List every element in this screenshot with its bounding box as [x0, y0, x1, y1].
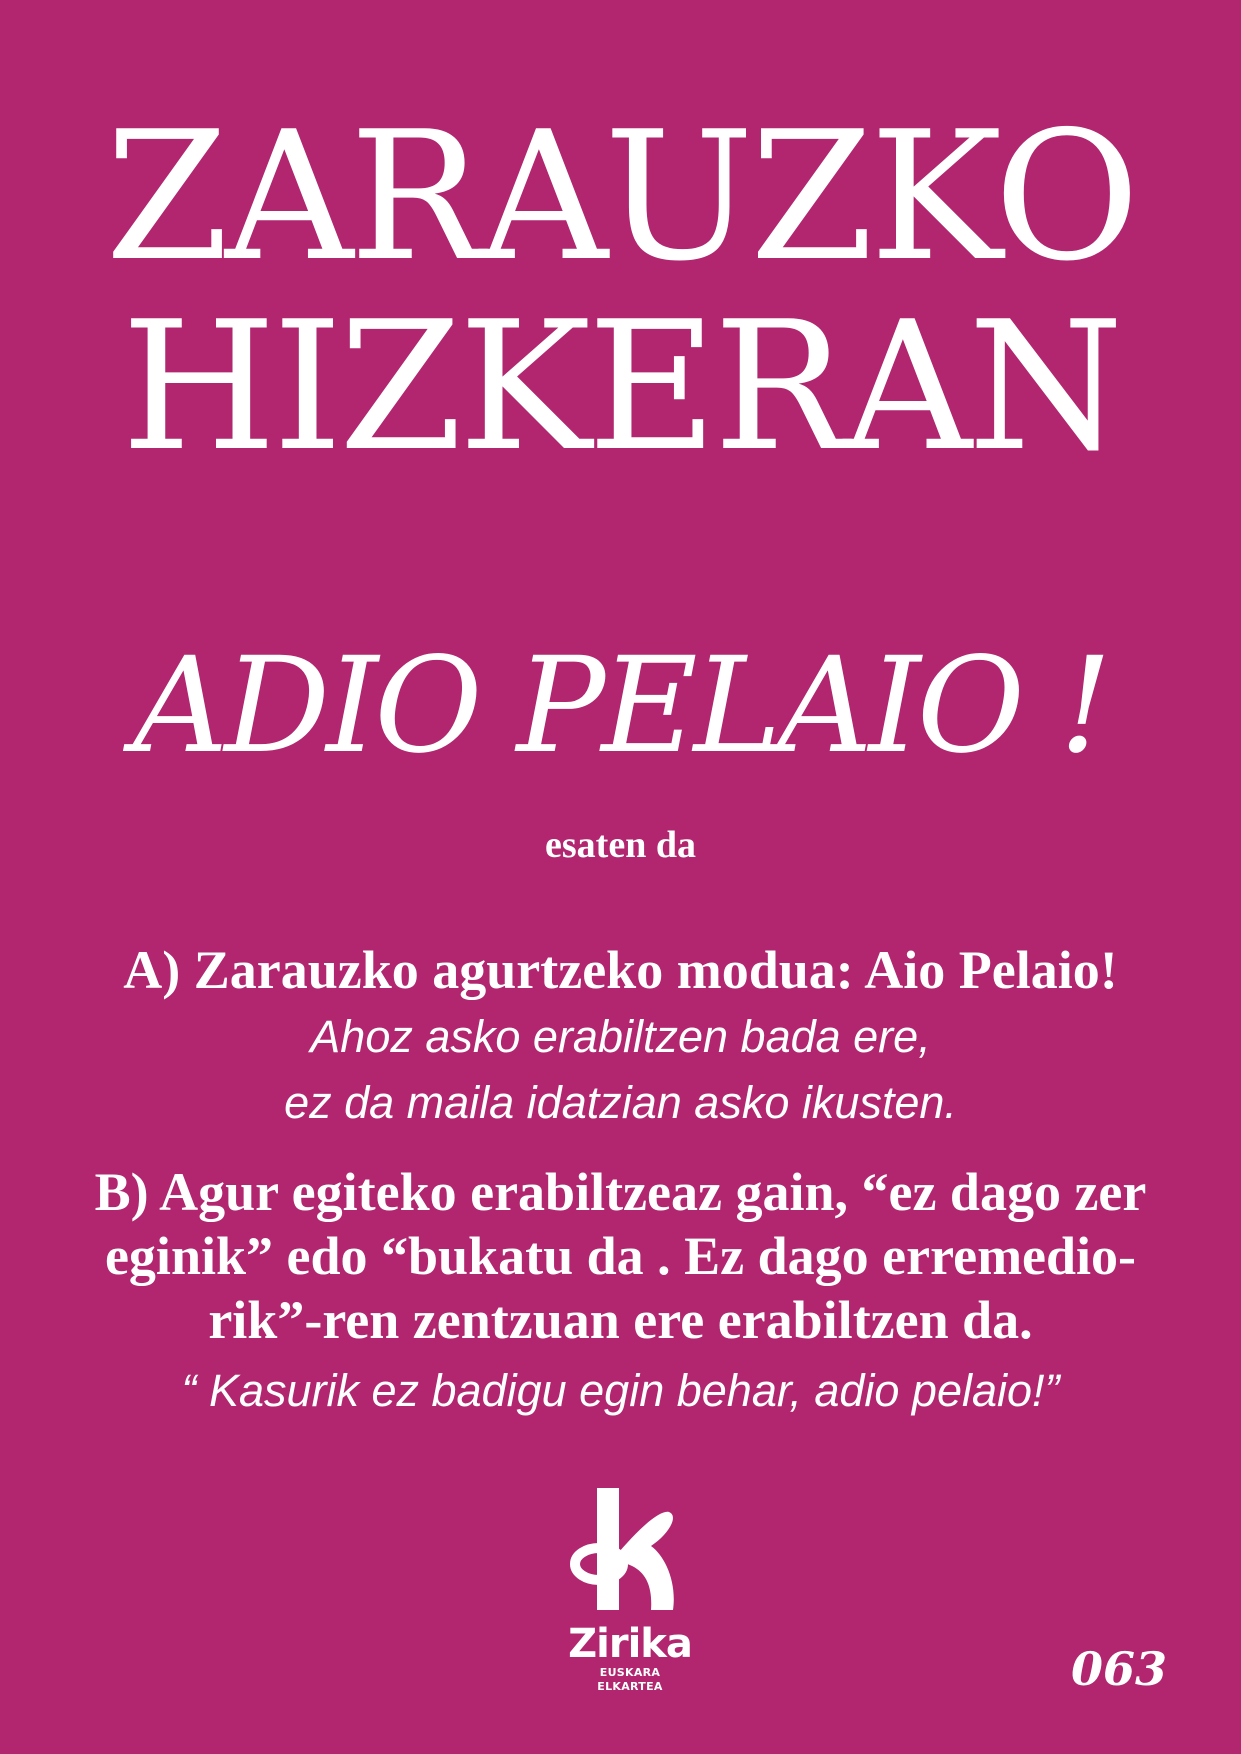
- definition-a-heading: A) Zarauzko agurtzeko modua: Aio Pelaio!: [123, 940, 1118, 1000]
- zirika-logo: [565, 1482, 695, 1692]
- page-number: 063: [1070, 1642, 1167, 1696]
- title-line-1: ZARAUZKO: [105, 93, 1136, 300]
- definition-b-example: “ Kasurik ez badigu egin behar, adio pelaio!”: [181, 1365, 1060, 1416]
- definition-b-heading: B) Agur egiteko erabiltzeaz gain, “ez dago zer eginik” edo “bukatu da . Ez dago erremedio-rik”-ren zentzuan ere erabiltzen da.: [94, 1162, 1147, 1350]
- definition-a-note-line-2: ez da maila idatzian asko ikusten.: [284, 1077, 957, 1128]
- logo-name: Zirika: [568, 1621, 692, 1667]
- title-line-2: HIZKERAN: [121, 283, 1120, 490]
- zirika-k-logo-icon: [565, 1482, 695, 1622]
- logo-tagline: EUSKARA ELKARTEA: [597, 1666, 663, 1693]
- definition-a-note-line-1: Ahoz asko erabiltzen bada ere,: [310, 1011, 931, 1062]
- subtitle: esaten da: [545, 824, 696, 866]
- headline-expression: ADIO PELAIO !: [133, 629, 1108, 783]
